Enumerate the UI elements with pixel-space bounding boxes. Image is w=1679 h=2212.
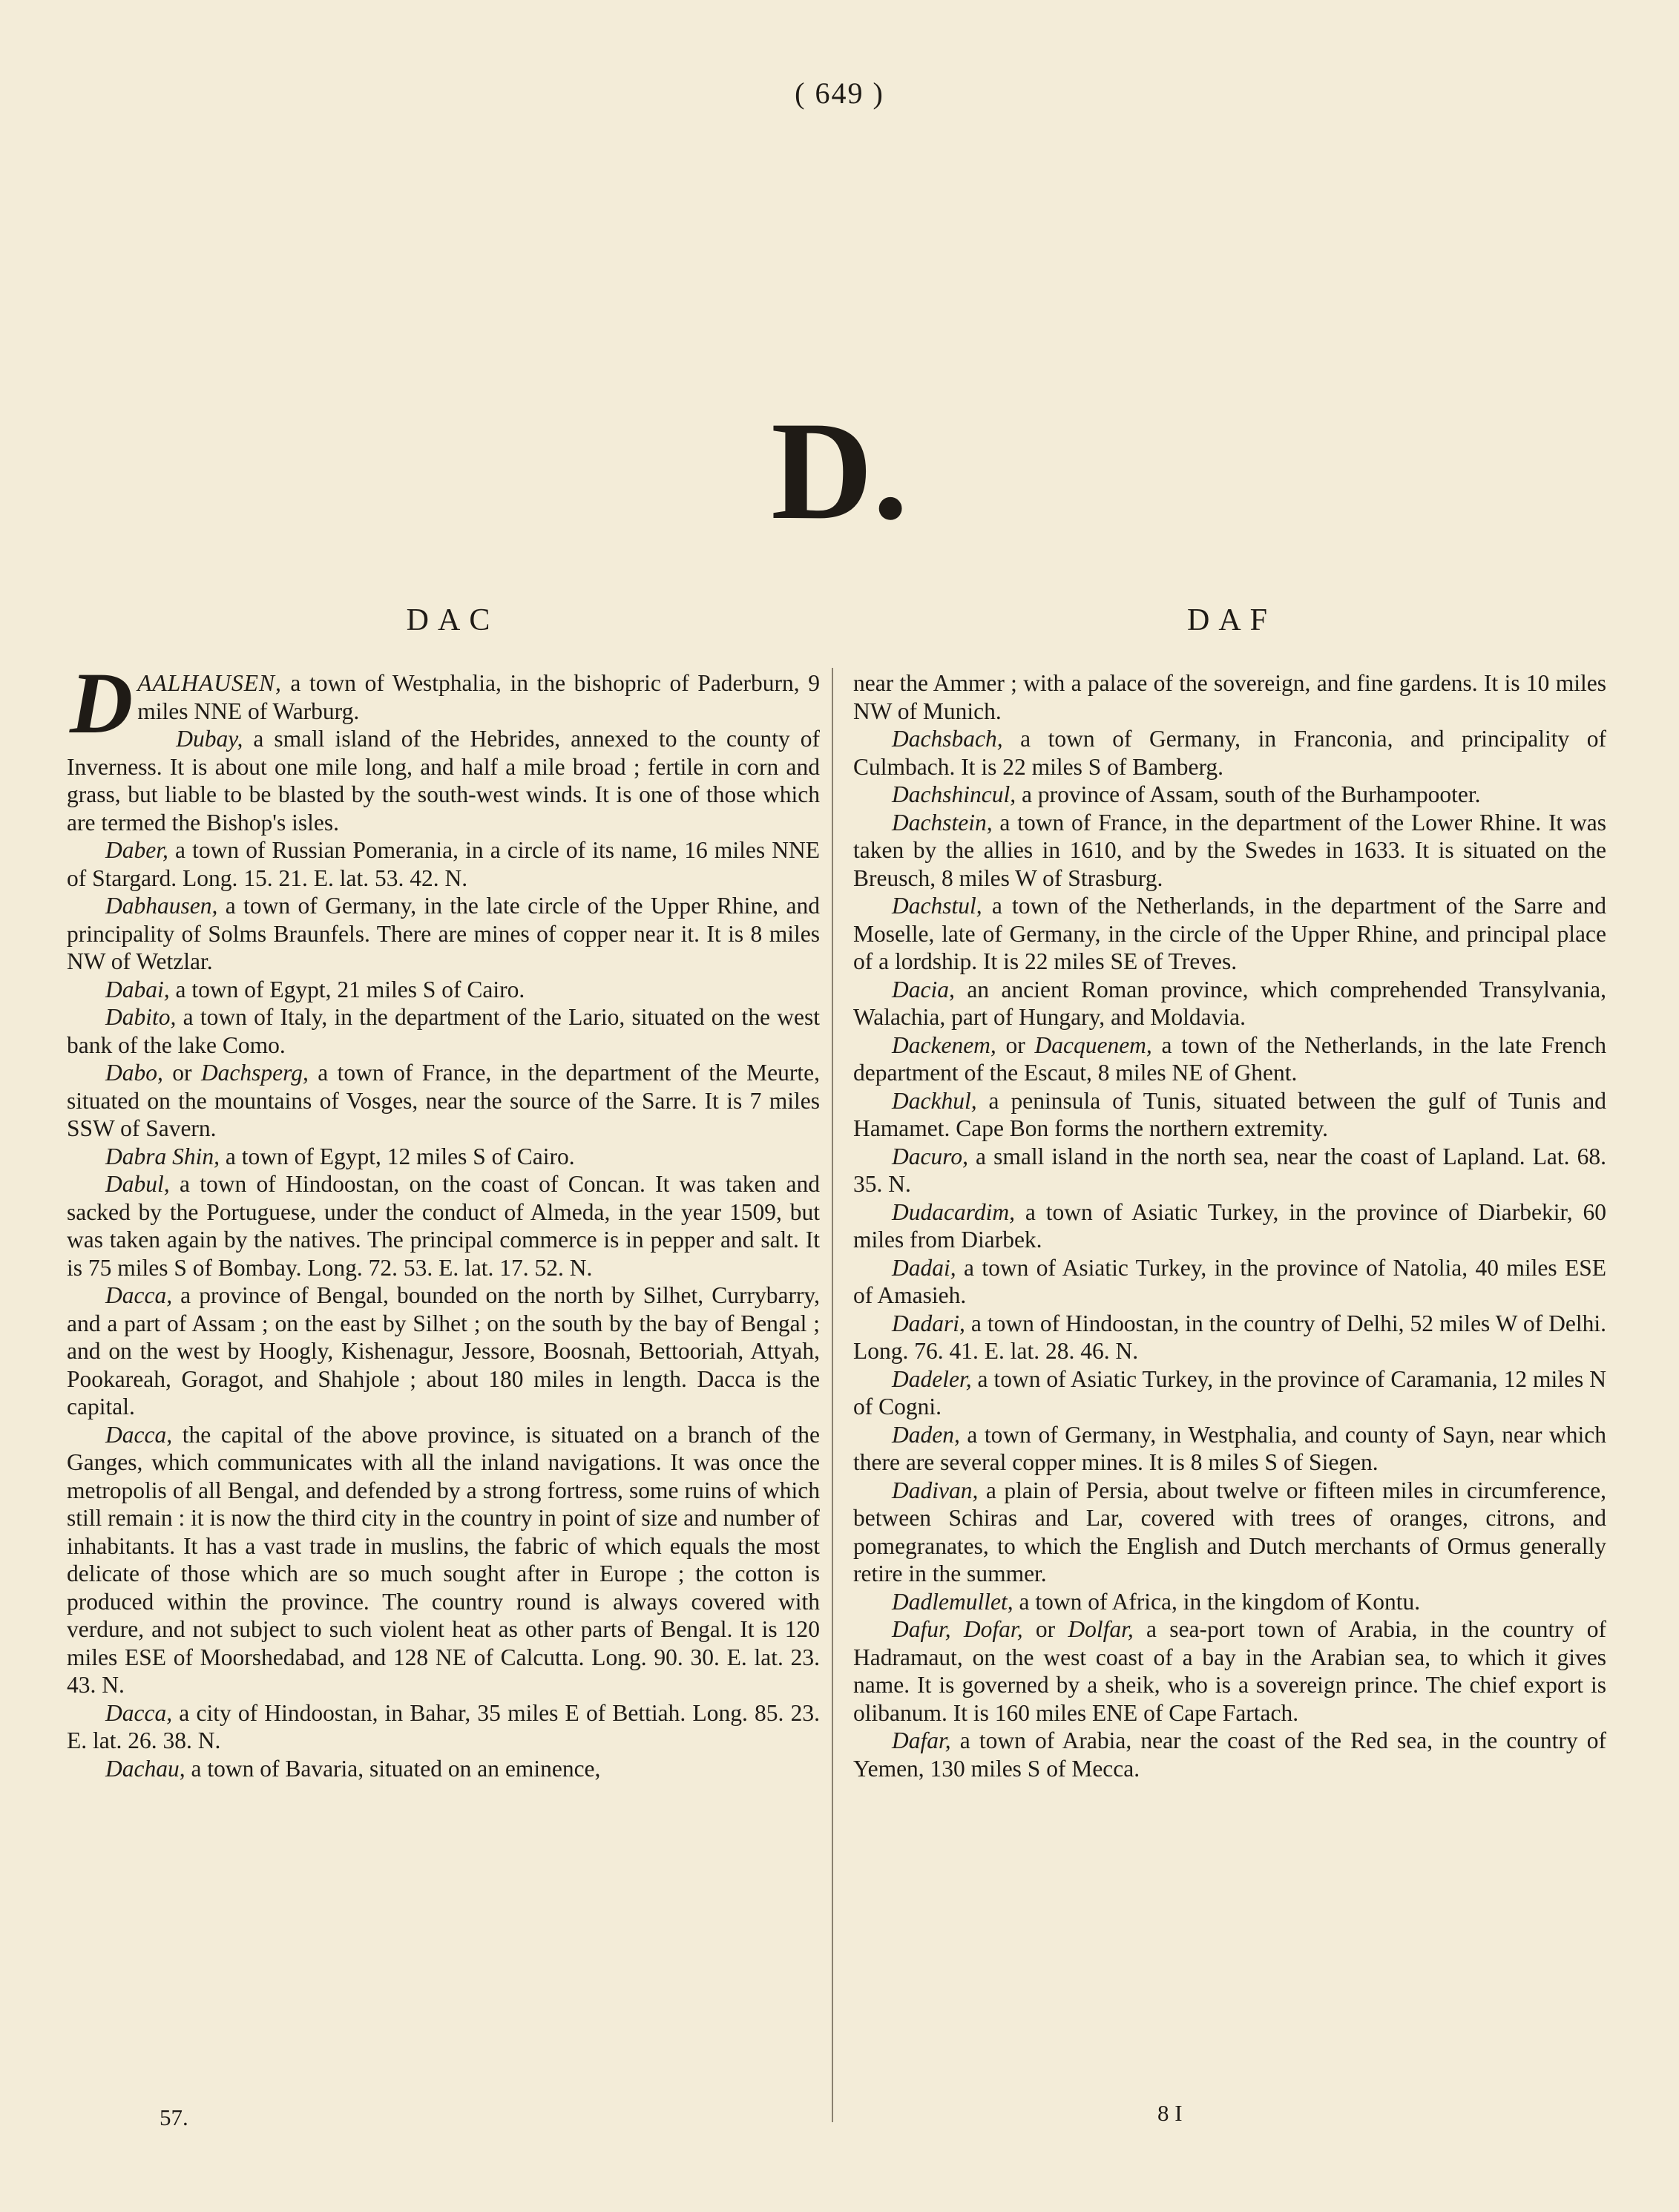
section-letter: D. bbox=[771, 393, 908, 549]
entry-headword: Dabo, bbox=[105, 1060, 163, 1086]
entry-text: a town of Asiatic Turkey, in the province of Caramania, 12 miles N of Cogni. bbox=[853, 1365, 1606, 1420]
gazetteer-entry bbox=[67, 892, 820, 976]
gazetteer-entry bbox=[853, 1254, 1606, 1310]
entry-headword: AALHAUSEN, bbox=[137, 670, 282, 696]
entry-headword: Dacca, bbox=[105, 1699, 173, 1726]
entry-headword: Dadeler, bbox=[892, 1365, 972, 1392]
entry-text: a town of Asiatic Turkey, in the province of Natolia, 40 miles ESE of Amasieh. bbox=[853, 1254, 1606, 1308]
gazetteer-entry bbox=[853, 1087, 1606, 1143]
gazetteer-entry bbox=[853, 1421, 1606, 1477]
left-column-header: DAC bbox=[406, 603, 499, 637]
entry-headword: Dabito, bbox=[105, 1004, 177, 1030]
entry-headword: Dacia, bbox=[892, 976, 955, 1002]
entry-headword: Dolfar, bbox=[1068, 1616, 1134, 1642]
entry-headword: Dabra Shin, bbox=[105, 1143, 220, 1169]
drop-cap: D bbox=[70, 654, 134, 752]
entry-headword: Dachsbach, bbox=[892, 726, 1003, 752]
entry-headword: Dadlemullet, bbox=[892, 1588, 1013, 1615]
entry-headword: Dadari, bbox=[892, 1310, 965, 1336]
entry-text bbox=[951, 1616, 964, 1642]
entry-text: a city of Hindoostan, in Bahar, 35 miles E of Bettiah. Long. 85. 23. E. lat. 26. 38. N. bbox=[67, 1699, 820, 1753]
entry-headword: Dadivan, bbox=[892, 1477, 979, 1503]
entry-text: a town of Africa, in the kingdom of Kontu. bbox=[1013, 1588, 1421, 1615]
entry-headword: Dafur, bbox=[892, 1616, 951, 1642]
gazetteer-entry bbox=[853, 1031, 1606, 1087]
gazetteer-entry bbox=[67, 1755, 820, 1783]
entry-headword: Dackenem, bbox=[892, 1031, 996, 1058]
gazetteer-entry bbox=[853, 669, 1606, 725]
gazetteer-entry bbox=[853, 809, 1606, 893]
entry-headword: Dacca, bbox=[105, 1421, 173, 1448]
entry-text: a town of Germany, in the late circle of the Upper Rhine, and principality of Solms Braunfels. There are mines of copper near it. It is 8 miles NW of Wetzlar. bbox=[67, 893, 820, 974]
gazetteer-entry bbox=[853, 1310, 1606, 1365]
entry-text: a town of Germany, in Westphalia, and county of Sayn, near which there are several copper mines. It is 8 miles S of Siegen. bbox=[853, 1421, 1606, 1475]
entry-headword: Dadai, bbox=[892, 1254, 956, 1281]
entry-text: a town of Hindoostan, in the country of Delhi, 52 miles W of Delhi. Long. 76. 41. E. lat. 28. 46. N. bbox=[853, 1310, 1606, 1364]
entry-headword: Dachstul, bbox=[892, 893, 982, 919]
entry-text: a town of Bavaria, situated on an eminence, bbox=[185, 1755, 601, 1782]
gazetteer-entry bbox=[853, 1365, 1606, 1421]
entry-text: a town of Italy, in the department of the Lario, situated on the west bank of the lake Como. bbox=[67, 1004, 820, 1058]
right-column-header: DAF bbox=[1186, 603, 1277, 637]
entry-text: a town of the Netherlands, in the late French department of the Escaut, 8 miles NE of Ghent. bbox=[853, 1031, 1606, 1086]
entry-text: a town of Russian Pomerania, in a circle of its name, 16 miles NNE of Stargard. Long. 15. 21. E. lat. 53. 42. N. bbox=[67, 837, 820, 891]
entry-headword: Dubay, bbox=[176, 726, 243, 752]
printer-signature: 8 I bbox=[1157, 2100, 1183, 2126]
entry-text: a province of Bengal, bounded on the north by Silhet, Currybarry, and a part of Assam ; on the east by Silhet ; on the south by the bay of Bengal ; and on the west by Hoogly, Kishenagur, Jessore, Boosnah, Bettooriah, Attyah, Pookareah, Goragot, and Shahjole ; about 180 miles in length. Dacca is the capital. bbox=[67, 1282, 820, 1420]
entry-text: a town of Egypt, 12 miles S of Cairo. bbox=[220, 1143, 575, 1169]
entry-text: a town of Asiatic Turkey, in the province of Diarbekir, 60 miles from Diarbek. bbox=[853, 1198, 1606, 1253]
entry-text: a town of Germany, in Franconia, and principality of Culmbach. It is 22 miles S of Bamberg. bbox=[853, 726, 1606, 780]
entry-text: a small island of the Hebrides, annexed to the county of Inverness. It is about one mile long, and half a mile broad ; fertile in corn and grass, but liable to be blasted by the south-west winds. It is one of those which are termed the Bishop's isles. bbox=[67, 726, 820, 836]
entry-text: a town of the Netherlands, in the department of the Sarre and Moselle, late of Germany, in the circle of the Upper Rhine, and principal place of a lordship. It is 22 miles SE of Treves. bbox=[853, 893, 1606, 974]
gazetteer-entry bbox=[67, 1143, 820, 1171]
column-divider bbox=[832, 668, 833, 2122]
right-column bbox=[853, 669, 1606, 1782]
gazetteer-entry bbox=[853, 1588, 1606, 1616]
gazetteer-entry bbox=[67, 1699, 820, 1755]
entry-text: a plain of Persia, about twelve or fifteen miles in circumference, between Schiras and Lar, covered with trees of oranges, citrons, and pomegranates, to which the English and Dutch merchants of Ormus generally retire in the summer. bbox=[853, 1477, 1606, 1586]
gazetteer-entry bbox=[853, 1477, 1606, 1588]
entry-headword: Dafar, bbox=[892, 1727, 951, 1753]
gazetteer-entry bbox=[67, 976, 820, 1004]
entry-text: or bbox=[996, 1031, 1035, 1058]
entry-text: or bbox=[162, 1060, 201, 1086]
entry-headword: Dachsperg, bbox=[200, 1060, 309, 1086]
left-column bbox=[67, 654, 820, 1782]
gazetteer-entry bbox=[853, 725, 1606, 781]
entry-headword: Dofar, bbox=[963, 1616, 1023, 1642]
entry-headword: Dabul, bbox=[105, 1171, 170, 1197]
entry-text: a small island in the north sea, near the coast of Lapland. Lat. 68. 35. N. bbox=[853, 1143, 1606, 1197]
gazetteer-entry bbox=[67, 1281, 820, 1421]
gazetteer-entry bbox=[67, 1421, 820, 1699]
gazetteer-entry bbox=[67, 725, 820, 836]
gazetteer-entry bbox=[853, 976, 1606, 1031]
entry-text: near the Ammer ; with a palace of the sovereign, and fine gardens. It is 10 miles NW of Munich. bbox=[853, 670, 1606, 724]
gazetteer-entry bbox=[853, 892, 1606, 976]
entry-headword: Dudacardim, bbox=[892, 1198, 1015, 1225]
gazetteer-entry bbox=[853, 1727, 1606, 1782]
entry-headword: Dacuro, bbox=[892, 1143, 968, 1169]
page-number: ( 649 ) bbox=[795, 76, 884, 110]
gazetteer-entry bbox=[853, 1143, 1606, 1198]
entry-text: a town of Hindoostan, on the coast of Concan. It was taken and sacked by the Portuguese, under the conduct of Almeda, in the year 1509, but was taken again by the natives. The principal commerce is in pepper and salt. It is 75 miles S of Bombay. Long. 72. 53. E. lat. 17. 52. N. bbox=[67, 1171, 820, 1281]
entry-text: a town of France, in the department of the Meurte, situated on the mountains of Vosges, near the source of the Sarre. It is 7 miles SSW of Savern. bbox=[67, 1060, 820, 1141]
entry-text: a sea-port town of Arabia, in the country of Hadramaut, on the west coast of a bay in the Arabian sea, to which it gives name. It is governed by a sheik, who is a sovereign prince. The chief export is olibanum. It is 160 miles ENE of Cape Fartach. bbox=[853, 1616, 1607, 1726]
entry-text: a town of Egypt, 21 miles S of Cairo. bbox=[169, 976, 525, 1002]
gazetteer-entry bbox=[853, 1615, 1606, 1727]
entry-text: an ancient Roman province, which comprehended Transylvania, Walachia, part of Hungary, and Moldavia. bbox=[853, 976, 1606, 1030]
entry-headword: Dabhausen, bbox=[105, 893, 218, 919]
entry-text: a town of Arabia, near the coast of the Red sea, in the country of Yemen, 130 miles S of Mecca. bbox=[853, 1727, 1606, 1782]
entry-headword: Dabai, bbox=[105, 976, 170, 1002]
entry-text: the capital of the above province, is situated on a branch of the Ganges, which communicates with all the inland navigations. It was once the metropolis of all Bengal, and defended by a strong fortress, some ruins of which still remain : it is now the third city in the country in point of size and number of inhabitants. It has a vast trade in muslins, the fabric of which equals the most delicate of those which are so much sought after in Europe ; the cotton is produced within the province. The country round is always covered with verdure, and not subject to such violent heat as other parts of Bengal. It is 120 miles ESE of Moorshedabad, and 128 NE of Calcutta. Long. 90. 30. E. lat. 23. 43. N. bbox=[67, 1421, 820, 1698]
entry-text: a peninsula of Tunis, situated between the gulf of Tunis and Hamamet. Cape Bon forms the northern extremity. bbox=[853, 1087, 1606, 1141]
entry-headword: Dachshincul, bbox=[892, 781, 1016, 807]
gazetteer-entry bbox=[67, 1059, 820, 1143]
entry-headword: Dacquenem, bbox=[1034, 1031, 1152, 1058]
gazetteer-entry bbox=[67, 1170, 820, 1281]
entry-headword: Dacca, bbox=[105, 1282, 173, 1308]
footer-page-number: 57. bbox=[160, 2104, 188, 2130]
entry-headword: Daden, bbox=[892, 1421, 960, 1448]
entry-headword: Dachau, bbox=[105, 1755, 185, 1782]
gazetteer-entry bbox=[853, 1198, 1606, 1254]
entry-headword: Dackhul, bbox=[892, 1087, 977, 1114]
entry-text: or bbox=[1022, 1616, 1068, 1642]
entry-headword: Dachstein, bbox=[892, 809, 993, 836]
entry-text: a province of Assam, south of the Burhampooter. bbox=[1016, 781, 1481, 807]
gazetteer-entry bbox=[67, 836, 820, 892]
gazetteer-entry bbox=[853, 781, 1606, 809]
entry-headword: Daber, bbox=[105, 837, 168, 863]
entry-text: a town of Westphalia, in the bishopric of Paderburn, 9 miles NNE of Warburg. bbox=[137, 670, 820, 724]
gazetteer-entry bbox=[67, 1003, 820, 1059]
entry-text: a town of France, in the department of the Lower Rhine. It was taken by the allies in 1610, and by the Swedes in 1633. It is situated on the Breusch, 8 miles W of Strasburg. bbox=[853, 809, 1606, 891]
